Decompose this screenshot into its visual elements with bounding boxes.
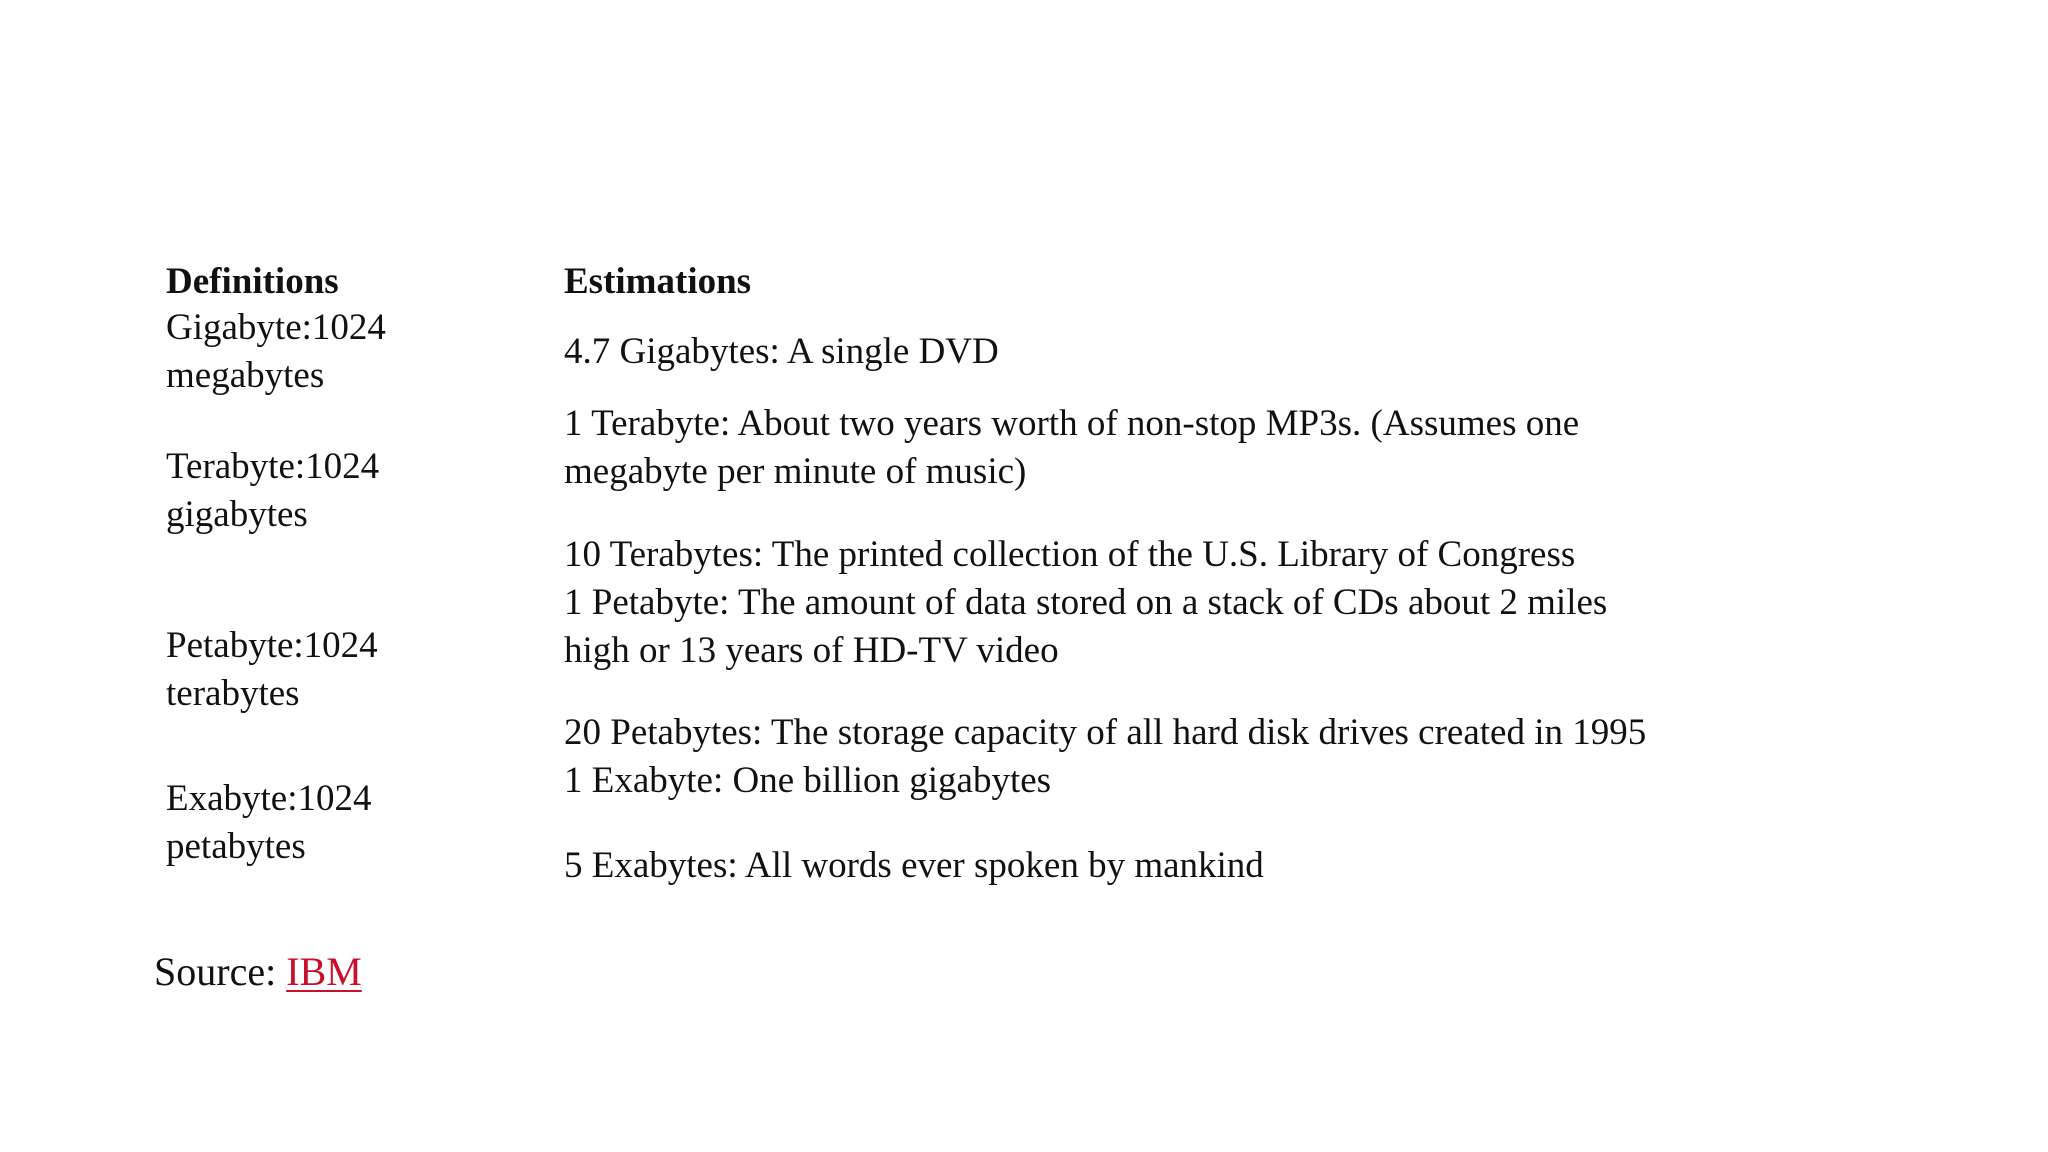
definition-gigabyte xyxy=(166,304,486,400)
definition-terabyte xyxy=(166,443,486,539)
estimation-line: 5 Exabytes: All words ever spoken by mankind xyxy=(564,845,1264,886)
definition-term: Exabyte:1024 xyxy=(166,778,372,819)
estimation-item-2 xyxy=(564,400,1984,496)
estimation-line: 1 Terabyte: About two years worth of non-stop MP3s. (Assumes one xyxy=(564,403,1580,444)
definition-value: megabytes xyxy=(166,355,325,396)
estimation-item-4 xyxy=(564,709,1984,805)
definition-term: Gigabyte:1024 xyxy=(166,307,386,348)
estimation-line: 4.7 Gigabytes: A single DVD xyxy=(564,331,999,372)
estimation-line: 1 Petabyte: The amount of data stored on a stack of CDs about 2 miles xyxy=(564,582,1608,623)
definition-value: terabytes xyxy=(166,673,300,714)
definition-term: Terabyte:1024 xyxy=(166,446,380,487)
estimation-item-3 xyxy=(564,531,1984,675)
source-label: Source: xyxy=(154,949,287,994)
estimation-line: megabyte per minute of music) xyxy=(564,451,1027,492)
definitions-heading: Definitions xyxy=(166,261,339,302)
definition-petabyte xyxy=(166,622,486,718)
estimation-item-1 xyxy=(564,328,1984,376)
definition-exabyte xyxy=(166,775,486,871)
source-line xyxy=(154,946,362,998)
estimations-heading: Estimations xyxy=(564,261,752,302)
estimation-line: high or 13 years of HD-TV video xyxy=(564,630,1059,671)
estimation-line: 10 Terabytes: The printed collection of the U.S. Library of Congress xyxy=(564,534,1576,575)
estimation-item-5 xyxy=(564,842,1984,890)
definition-term: Petabyte:1024 xyxy=(166,625,378,666)
estimation-line: 1 Exabyte: One billion gigabytes xyxy=(564,760,1052,801)
definition-value: gigabytes xyxy=(166,494,308,535)
estimation-line: 20 Petabytes: The storage capacity of all hard disk drives created in 1995 xyxy=(564,712,1647,753)
source-link-ibm[interactable]: IBM xyxy=(286,949,362,994)
definition-value: petabytes xyxy=(166,826,306,867)
